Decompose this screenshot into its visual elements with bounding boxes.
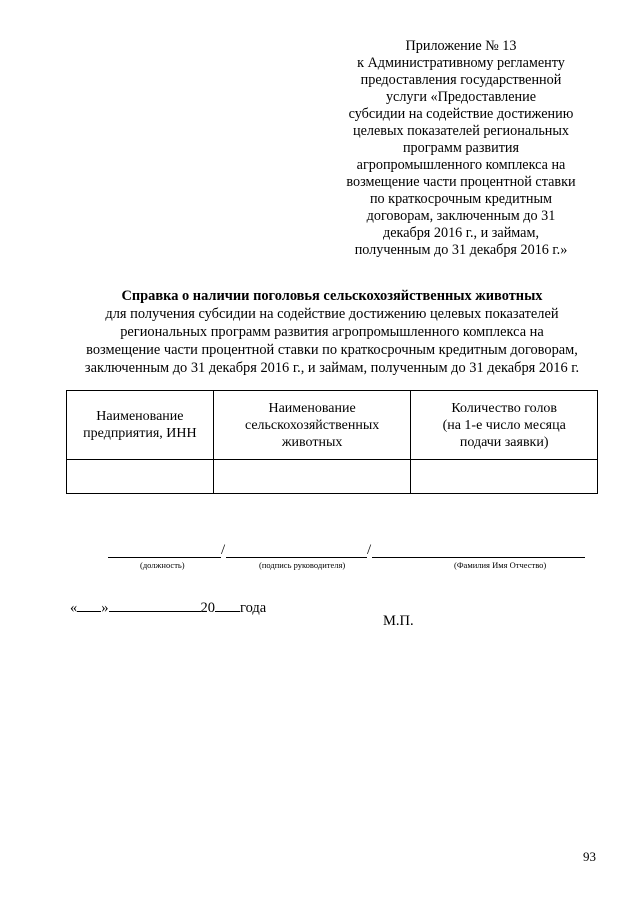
month-blank	[109, 597, 201, 612]
date-close-quote: »	[101, 600, 109, 616]
document-subtitle-line: для получения субсидии на содействие достижению целевых показателей	[105, 306, 559, 322]
appendix-line: программ развития	[402, 140, 520, 156]
year-blank	[215, 597, 240, 612]
year-suffix: года	[240, 600, 267, 616]
document-title: Справка о наличии поголовья сельскохозяйственных животных	[121, 288, 543, 304]
document-subtitle-line: заключенным до 31 декабря 2016 г., и займам, полученным до 31 декабря 2016 г.	[84, 360, 580, 376]
table-header-row	[67, 391, 598, 460]
appendix-header	[330, 38, 592, 259]
signature-separator: /	[367, 542, 372, 558]
header-cell-enterprise: Наименование предприятия, ИНН	[67, 391, 214, 460]
date-line	[70, 597, 266, 617]
appendix-line: субсидии на содействие достижению	[348, 106, 574, 122]
document-title-block	[50, 287, 614, 377]
header-cell-animals: Наименование сельскохозяйственных животных	[213, 391, 411, 460]
date-open-quote: «	[70, 600, 78, 616]
full-name-line	[372, 557, 585, 558]
table-cell-enterprise	[67, 460, 214, 494]
appendix-line: договорам, заключенным до 31	[366, 208, 556, 224]
day-blank	[77, 597, 101, 612]
position-caption: (должность)	[140, 560, 185, 570]
document-subtitle-line: региональных программ развития агропромышленного комплекса на	[120, 324, 544, 340]
table-cell-head-count	[411, 460, 598, 494]
table-cell-animals	[213, 460, 411, 494]
document-subtitle-line: возмещение части процентной ставки по краткосрочным кредитным договорам,	[86, 342, 578, 358]
page-number: 93	[583, 849, 596, 864]
appendix-line: по краткосрочным кредитным	[369, 191, 553, 207]
full-name-caption: (Фамилия Имя Отчество)	[454, 560, 547, 570]
signature-caption: (подпись руководителя)	[259, 560, 346, 570]
appendix-line: декабря 2016 г., и займам,	[383, 225, 539, 241]
position-line	[108, 557, 221, 558]
livestock-table	[66, 390, 598, 494]
appendix-line: агропромышленного комплекса на	[356, 157, 566, 173]
appendix-line: предоставления государственной	[360, 72, 562, 88]
appendix-line: полученным до 31 декабря 2016 г.»	[354, 242, 568, 258]
appendix-line: услуги «Предоставление	[385, 89, 537, 105]
appendix-line: к Административному регламенту	[357, 55, 565, 71]
signature-line	[226, 557, 367, 558]
appendix-line: целевых показателей региональных	[352, 123, 570, 139]
table-row	[67, 460, 598, 494]
signature-separator: /	[221, 542, 226, 558]
appendix-line: возмещение части процентной ставки	[346, 174, 576, 190]
header-cell-head-count: Количество голов (на 1-е число месяца подачи заявки)	[411, 391, 598, 460]
year-century: 20	[200, 600, 215, 616]
stamp-placeholder: М.П.	[383, 613, 414, 629]
appendix-line: Приложение № 13	[405, 38, 517, 54]
